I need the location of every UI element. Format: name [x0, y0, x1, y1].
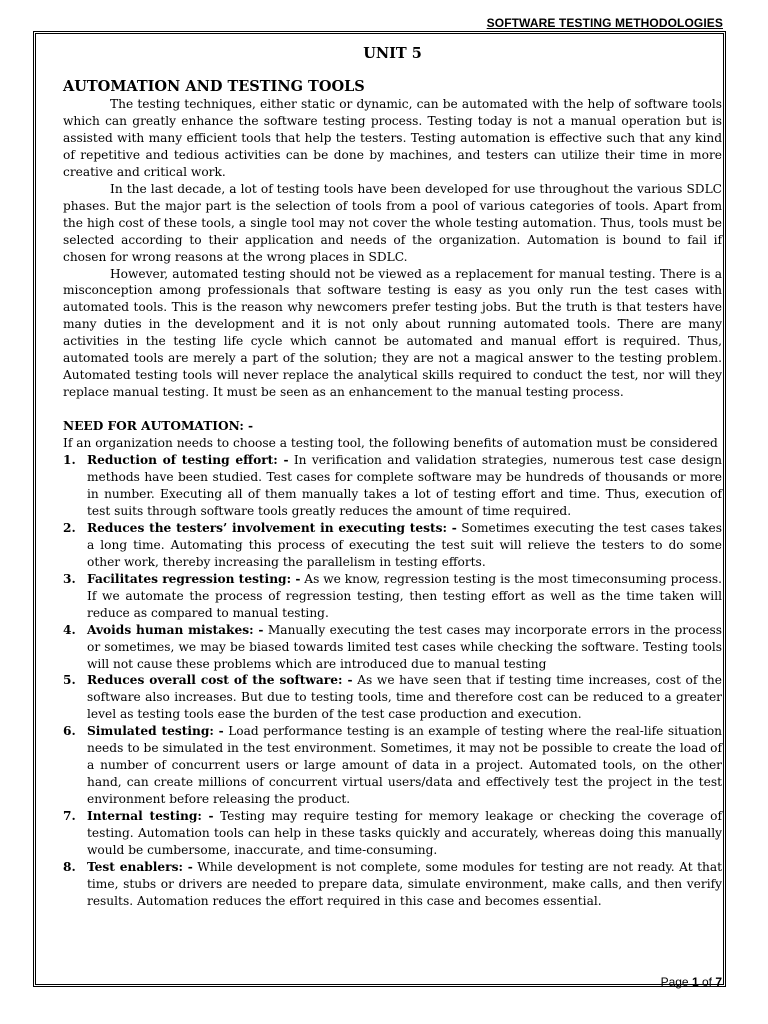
page-total: 7 [715, 975, 722, 989]
item-number: 3. [63, 571, 76, 586]
running-header: SOFTWARE TESTING METHODOLOGIES [486, 16, 723, 30]
item-title: Simulated testing: - [87, 724, 224, 739]
page-of-label: of [698, 975, 716, 989]
list-item [63, 723, 722, 808]
unit-heading: UNIT 5 [363, 45, 422, 62]
chapter-title: AUTOMATION AND TESTING TOOLS [63, 78, 365, 95]
intro-paragraph-3: However, automated testing should not be viewed as a replacement for manual testing. There is a misconception among professionals that software testing is easy as you only run the test cases with automated tools. This is the reason why newcomers prefer testing jobs. But the truth is that testers have many duties in the development and it is not only about running automated tools. There are many activities in the testing life cycle which cannot be automated and manual effort is required. Thus, automated tools are merely a part of the solution; they are not a magical answer to the testing problem. Automated testing tools will never replace the analytical skills required to conduct the test, nor will they replace manual testing. It must be seen as an enhancement to the manual testing process. [63, 266, 722, 400]
list-item [63, 859, 722, 910]
item-title: Avoids human mistakes: - [87, 622, 264, 637]
item-number: 5. [63, 673, 76, 688]
need-heading: NEED FOR AUTOMATION: - [63, 419, 254, 434]
item-text: In verification and validation strategies, numerous test case design methods have been studied. Test cases for complete software may be hundreds of thousands or more in number. Executing all of them manually takes a lot of testing effort and time. Thus, execution of test suits through software tools greatly reduces the amount of time required. [87, 453, 722, 518]
item-text: Load performance testing is an example of testing where the real-life situation needs to be simulated in the test environment. Sometimes, it may not be possible to create the load of a number of concurrent users or large amount of data in a project. Automated tools, on the other hand, can create millions of concurrent virtual users/data and effectively test the project in the test environment before releasing the product. [87, 724, 723, 807]
item-number: 7. [63, 809, 76, 824]
item-number: 8. [63, 859, 76, 874]
item-title: Facilitates regression testing: - [87, 571, 301, 586]
item-text: As we have seen that if testing time increases, cost of the software also increases. But due to testing tools, time and therefore cost can be reduced to a greater level as testing tools ease the burden of the test case production and execution. [87, 673, 722, 722]
item-title: Reduces overall cost of the software: - [87, 673, 353, 688]
item-number: 6. [63, 724, 76, 739]
list-item [63, 452, 722, 520]
item-text: As we know, regression testing is the most timeconsuming process. If we automate the process of regression testing, then testing effort as well as the time taken will reduce as compared to manual testing. [87, 571, 722, 620]
intro-paragraph-2: In the last decade, a lot of testing tools have been developed for use throughout the various SDLC phases. But the major part is the selection of tools from a pool of various categories of tools. Apart from the high cost of these tools, a single tool may not cover the whole testing automation. Thus, tools must be selected according to their application and needs of the organization. Automation is bound to fail if chosen for wrong reasons at the wrong places in SDLC. [63, 181, 722, 264]
list-item [63, 672, 722, 723]
list-item [63, 520, 722, 571]
item-title: Reduction of testing effort: - [87, 453, 289, 468]
item-number: 4. [63, 622, 76, 637]
page-content [63, 44, 722, 910]
item-text: While development is not complete, some modules for testing are not ready. At that time, stubs or drivers are needed to prepare data, simulate environment, make calls, and then verify results. Automation reduces the effort required in this case and becomes essential. [87, 859, 722, 908]
item-number: 2. [63, 520, 76, 535]
item-title: Test enablers: - [87, 859, 193, 874]
list-item [63, 571, 722, 622]
list-item [63, 622, 722, 673]
item-text: Testing may require testing for memory leakage or checking the coverage of testing. Automation tools can help in these tasks quickly and accurately, whereas doing this manually would be cumbersome, inaccurate, and time-consuming. [87, 809, 723, 857]
page-footer [560, 975, 722, 989]
page-label: Page [660, 975, 692, 989]
item-text: Manually executing the test cases may incorporate errors in the process or sometimes, we may be biased towards limited test cases while checking the software. Testing tools will not cause these problems which are introduced due to manual testing [87, 622, 722, 671]
item-title: Internal testing: - [87, 809, 214, 824]
page-current: 1 [691, 975, 699, 989]
item-number: 1. [63, 453, 76, 468]
intro-paragraph-1: The testing techniques, either static or dynamic, can be automated with the help of software tools which can greatly enhance the software testing process. Testing today is not a manual operation but is assisted with many efficient tools that help the testers. Testing automation is effective such that any kind of repetitive and tedious activities can be done by machines, and testers can utilize their time in more creative and critical work. [63, 97, 722, 179]
list-item [63, 808, 722, 859]
need-intro: If an organization needs to choose a testing tool, the following benefits of automation must be considered [63, 436, 718, 451]
item-text: Sometimes executing the test cases takes a long time. Automating this process of executing the test suit will relieve the testers to do some other work, thereby increasing the parallelism in testing efforts. [87, 520, 722, 569]
benefits-list [63, 452, 722, 910]
item-title: Reduces the testers’ involvement in executing tests: - [87, 520, 457, 535]
